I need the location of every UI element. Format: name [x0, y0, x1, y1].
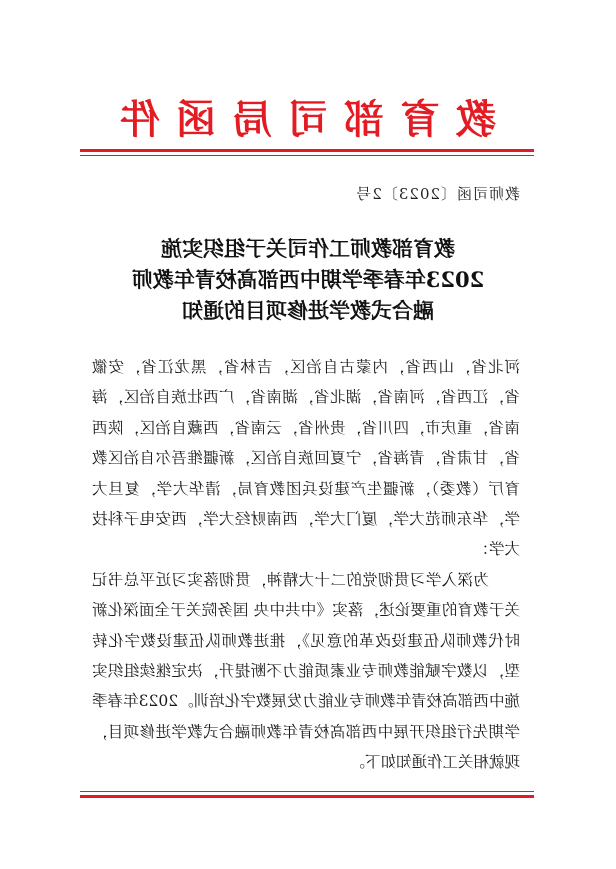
body-paragraph-1: 为深入学习贯彻党的二十大精神，贯彻落实习近平总书记关于教育的重要论述，落实《中共中央 国务院关于全面深化新时代教师队伍建设改革的意见》，推进教师队伍建设数字化转型，以数字赋能教师专业素质能力不断提升，决定继续组织实施中西部高校青年教师专业能力发展数字化培训。2023年春季学期先行组织开展中西部高校青年教师融合式教学进修项目，现就相关工作通知如下。	[92, 570, 520, 772]
title-line-2: 2023年春季学期中西部高校青年教师	[131, 267, 485, 292]
title-line-1: 教育部教师工作司关于组织实施	[161, 236, 455, 261]
divider-thick-line	[80, 795, 534, 798]
document-title	[96, 233, 520, 326]
letterhead-divider-bottom	[80, 791, 534, 800]
document-body	[92, 352, 520, 778]
document-number: 教师司函〔2023〕2号	[355, 185, 520, 203]
divider-thin-line	[80, 791, 534, 792]
divider-thin-line	[80, 155, 534, 156]
divider-thick-line	[80, 149, 534, 152]
letterhead-divider-top	[80, 149, 534, 158]
letterhead-title: 教育部司局函件	[104, 96, 496, 143]
recipients-paragraph: 河北省，山西省，内蒙古自治区，吉林省，黑龙江省，安徽省，江西省，河南省，湖北省，湖南省，广西壮族自治区，海南省，重庆市，四川省，贵州省，云南省，西藏自治区，陕西省，甘肃省，青海省，宁夏回族自治区，新疆维吾尔自治区教育厅（教委），新疆生产建设兵团教育局，清华大学，复旦大学，华东师范大学，厦门大学，西南财经大学，西安电子科技大学：	[92, 358, 520, 559]
title-line-3: 融合式教学进修项目的通知	[182, 298, 434, 323]
